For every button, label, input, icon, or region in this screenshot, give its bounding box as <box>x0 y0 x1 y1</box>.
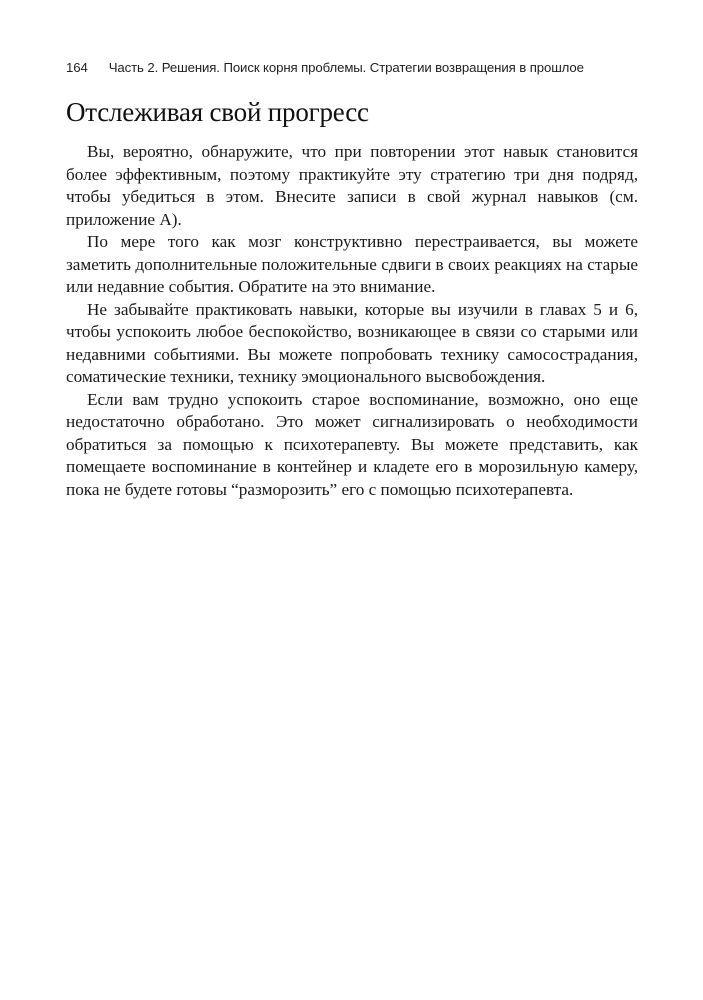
paragraph: Не забывайте практиковать навыки, которые вы изучили в главах 5 и 6, чтобы успокоить любое беспокойство, возникающее в связи со старыми или недавними событиями. Вы можете попробовать технику самосострадания, соматические техники, технику эмоционального высвобождения. <box>66 299 638 386</box>
body-text <box>66 141 638 501</box>
running-header <box>66 60 638 75</box>
page-number: 164 <box>66 60 88 75</box>
book-page <box>66 60 638 501</box>
paragraph: Если вам трудно успокоить старое воспоминание, возможно, оно еще недостаточно обработано. Это может сигнализировать о необходимости обратиться за помощью к психотерапевту. Вы можете представить, как помещаете воспоминание в контейнер и кладете его в морозильную камеру, пока не будете готовы “разморозить” его с помощью психотерапевта. <box>66 389 638 499</box>
paragraph: По мере того как мозг конструктивно перестраивается, вы можете заметить дополнительные положительные сдвиги в своих реакциях на старые или недавние события. Обратите на это внимание. <box>66 232 638 296</box>
section-heading: Отслеживая свой прогресс <box>66 97 369 127</box>
paragraph: Вы, вероятно, обнаружите, что при повторении этот навык становится более эффективным, поэтому практикуйте эту стратегию три дня подряд, чтобы убедиться в этом. Внесите записи в свой журнал навыков (см. приложение А). <box>66 142 638 229</box>
running-title: Часть 2. Решения. Поиск корня проблемы. Стратегии возвращения в прошлое <box>108 60 584 75</box>
